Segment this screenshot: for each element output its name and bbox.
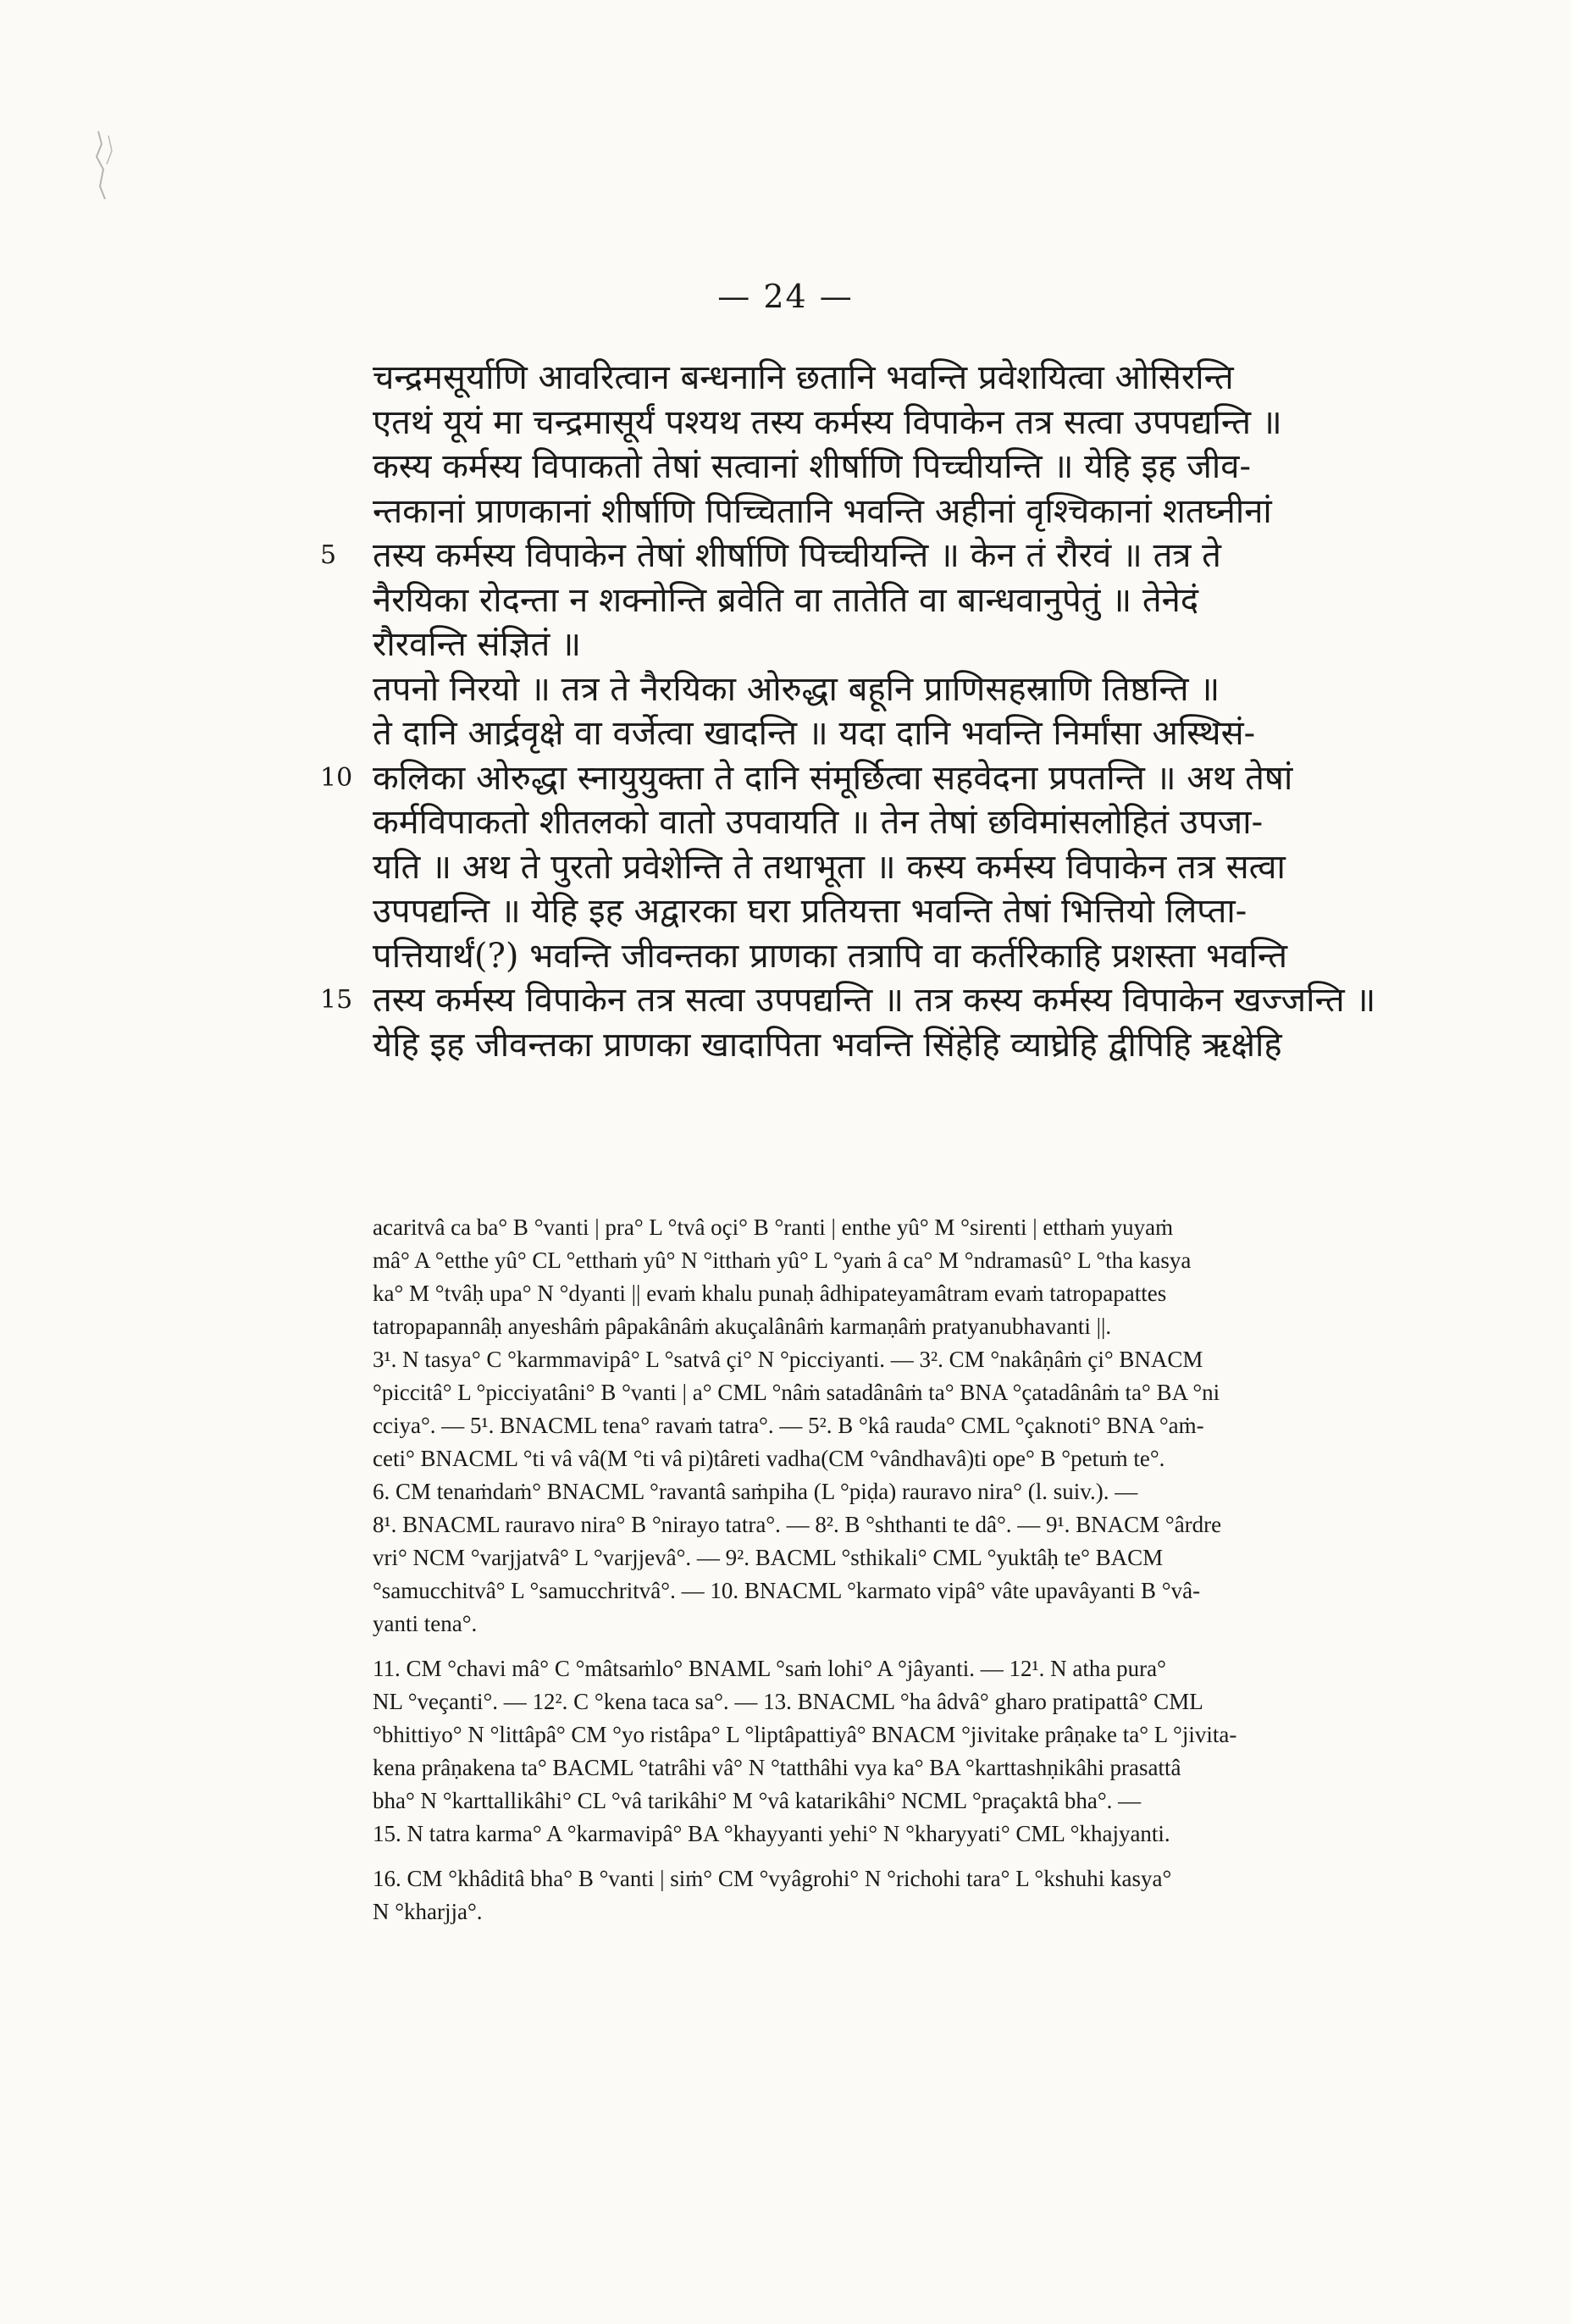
margin-ink-smudge [93,127,124,203]
note-line: °samucchitvâ° L °samucchritvâ°. — 10. BNACML °karmato vipâ° vâte upavâyanti B °vâ- [373,1578,1201,1603]
sanskrit-line [373,578,1448,623]
note-line: °bhittiyo° N °littâpâ° CM °yo ristâpa° L °liptâpattiyâ° BNACM °jivitake prâṇake ta° L °jivita- [373,1722,1237,1747]
sanskrit-line-text: कर्मविपाकतो शीतलको वातो उपवायति ॥ तेन तेषां छविमांसलोहितं उपजा- [373,803,1264,842]
sanskrit-line-text: रौरवन्ति संज्ञितं ॥ [373,625,582,664]
sanskrit-line [373,401,1448,445]
sanskrit-line [320,756,1448,801]
note-line: 6. CM tenaṁdaṁ° BNACML °ravantâ saṁpiha (L °piḍa) rauravo nira° (l. suiv.). — [373,1479,1138,1504]
note-line: tatropapannâḥ anyeshâṁ pâpakânâṁ akuçalânâṁ karmaṇâṁ pratyanubhavanti ||. [373,1314,1112,1339]
sanskrit-line-text: चन्द्रमसूर्याणि आवरित्वान बन्धनानि छतानि भवन्ति प्रवेशयित्वा ओसिरन्ति [373,358,1234,397]
sanskrit-line-text: ते दानि आर्द्रवृक्षे वा वर्जेत्वा खादन्ति ॥ यदा दानि भवन्ति निर्मांसा अस्थिसं- [373,714,1256,753]
note-line: ka° M °tvâḥ upa° N °dyanti || evaṁ khalu punaḥ âdhipateyamâtram evaṁ tatropapattes [373,1281,1167,1306]
line-number: 15 [320,985,353,1015]
note-line: 16. CM °khâditâ bha° B °vanti | siṁ° CM °vyâgrohi° N °richohi tara° L °kshuhi kasya° [373,1866,1172,1891]
sanskrit-line-text: नैरयिका रोदन्ता न शक्नोन्ति ब्रवेति वा तातेति वा बान्धवानुपेतुं ॥ तेनेदं [373,580,1199,620]
note-line: kena prâṇakena ta° BACML °tatrâhi vâ° N °tatthâhi vya ka° BA °karttashṇikâhi prasattâ [373,1755,1181,1780]
note-line: N °kharjja°. [373,1899,483,1924]
sanskrit-line [373,800,1448,845]
sanskrit-line [373,845,1448,890]
sanskrit-line-text: यति ॥ अथ ते पुरतो प्रवेशेन्ति ते तथाभूता ॥ कस्य कर्मस्य विपाकेन तत्र सत्वा [373,847,1286,887]
sanskrit-line-text: एतथं यूयं मा चन्द्रमासूर्यं पश्यथ तस्य कर्मस्य विपाकेन तत्र सत्वा उपपद्यन्ति ॥ [373,402,1282,442]
sanskrit-line-text: येहि इह जीवन्तका प्राणका खादापिता भवन्ति सिंहेहि व्याघ्रेहि द्वीपिहि ऋक्षेहि [373,1025,1282,1065]
note-line: yanti tena°. [373,1611,478,1636]
note-line: mâ° A °etthe yû° CL °etthaṁ yû° N °itthaṁ yû° L °yaṁ â ca° M °ndramasû° L °tha kasya [373,1248,1192,1273]
sanskrit-line-text: पत्तियार्थं(?) भवन्ति जीवन्तका प्राणका तत्रापि वा कर्तरिकाहि प्रशस्ता भवन्ति [373,936,1288,976]
sanskrit-line [373,490,1448,534]
sanskrit-line [373,445,1448,490]
sanskrit-line [373,356,1448,401]
note-line: 11. CM °chavi mâ° C °mâtsaṁlo° BNAML °saṁ lohi° A °jâyanti. — 12¹. N atha pura° [373,1656,1166,1681]
sanskrit-line [320,534,1448,578]
sanskrit-line-text: तस्य कर्मस्य विपाकेन तेषां शीर्षाणि पिच्चीयन्ति ॥ केन तं रौरवं ॥ तत्र ते [373,536,1221,575]
sanskrit-line [373,1023,1448,1068]
note-line: ceti° BNACML °ti vâ vâ(M °ti vâ pi)târeti vadha(CM °vândhavâ)ti ope° B °petuṁ te°. [373,1446,1165,1471]
sanskrit-line-text: न्तकानां प्राणकानां शीर्षाणि पिच्चितानि भवन्ति अहीनां वृश्चिकानां शतघ्नीनां [373,491,1272,531]
sanskrit-line-text: तपनो निरयो ॥ तत्र ते नैरयिका ओरुद्धा बहूनि प्राणिसहस्राणि तिष्ठन्ति ॥ [373,669,1220,709]
sanskrit-line [373,889,1448,934]
note-line: NL °veçanti°. — 12². C °kena taca sa°. — 13. BNACML °ha âdvâ° gharo pratipattâ° CML [373,1689,1203,1714]
note-line: cciya°. — 5¹. BNACML tena° ravaṁ tatra°. — 5². B °kâ rauda° CML °çaknoti° BNA °aṁ- [373,1413,1204,1438]
sanskrit-text-block [320,356,1448,1067]
sanskrit-line [320,978,1448,1023]
note-line: vri° NCM °varjjatvâ° L °varjjevâ°. — 9². BACML °sthikali° CML °yuktâḥ te° BACM [373,1545,1164,1570]
sanskrit-line-text: तस्य कर्मस्य विपाकेन तत्र सत्वा उपपद्यन्ति ॥ तत्र कस्य कर्मस्य विपाकेन खज्जन्ति ॥ [373,981,1376,1020]
sanskrit-line-text: कलिका ओरुद्धा स्नायुयुक्ता ते दानि संमूर्छित्वा सहवेदना प्रपतन्ति ॥ अथ तेषां [373,758,1293,798]
sanskrit-line [373,667,1448,712]
note-line: 3¹. N tasya° C °karmmavipâ° L °satvâ çi° N °picciyanti. — 3². CM °nakâṇâṁ çi° BNACM [373,1347,1203,1372]
sanskrit-line [373,622,1448,667]
note-line: bha° N °karttallikâhi° CL °vâ tarikâhi° M °vâ katarikâhi° NCML °praçaktâ bha°. — [373,1788,1142,1813]
note-line: °piccitâ° L °picciyatâni° B °vanti | a° CML °nâṁ satadânâṁ ta° BNA °çatadânâṁ ta° BA °ni [373,1380,1220,1405]
note-line: acaritvâ ca ba° B °vanti | pra° L °tvâ oçi° B °ranti | enthe yû° M °sirenti | etthaṁ yuyaṁ [373,1215,1174,1240]
page-number: — 24 — [717,278,854,315]
line-number: 5 [320,540,337,570]
sanskrit-line-text: उपपद्यन्ति ॥ येहि इह अद्वारका घरा प्रतियत्ता भवन्ति तेषां भित्तियो लिप्ता- [373,892,1247,931]
line-number: 10 [320,762,353,793]
critical-apparatus-notes [373,1211,1448,1928]
sanskrit-line [373,934,1448,979]
sanskrit-line [373,711,1448,756]
note-line: 15. N tatra karma° A °karmavipâ° BA °khayyanti yehi° N °kharyyati° CML °khajyanti. [373,1821,1170,1846]
note-line: 8¹. BNACML rauravo nira° B °nirayo tatra°. — 8². B °shthanti te dâ°. — 9¹. BNACM °ârdre [373,1512,1222,1537]
sanskrit-line-text: कस्य कर्मस्य विपाकतो तेषां सत्वानां शीर्षाणि पिच्चीयन्ति ॥ येहि इह जीव- [373,447,1252,486]
